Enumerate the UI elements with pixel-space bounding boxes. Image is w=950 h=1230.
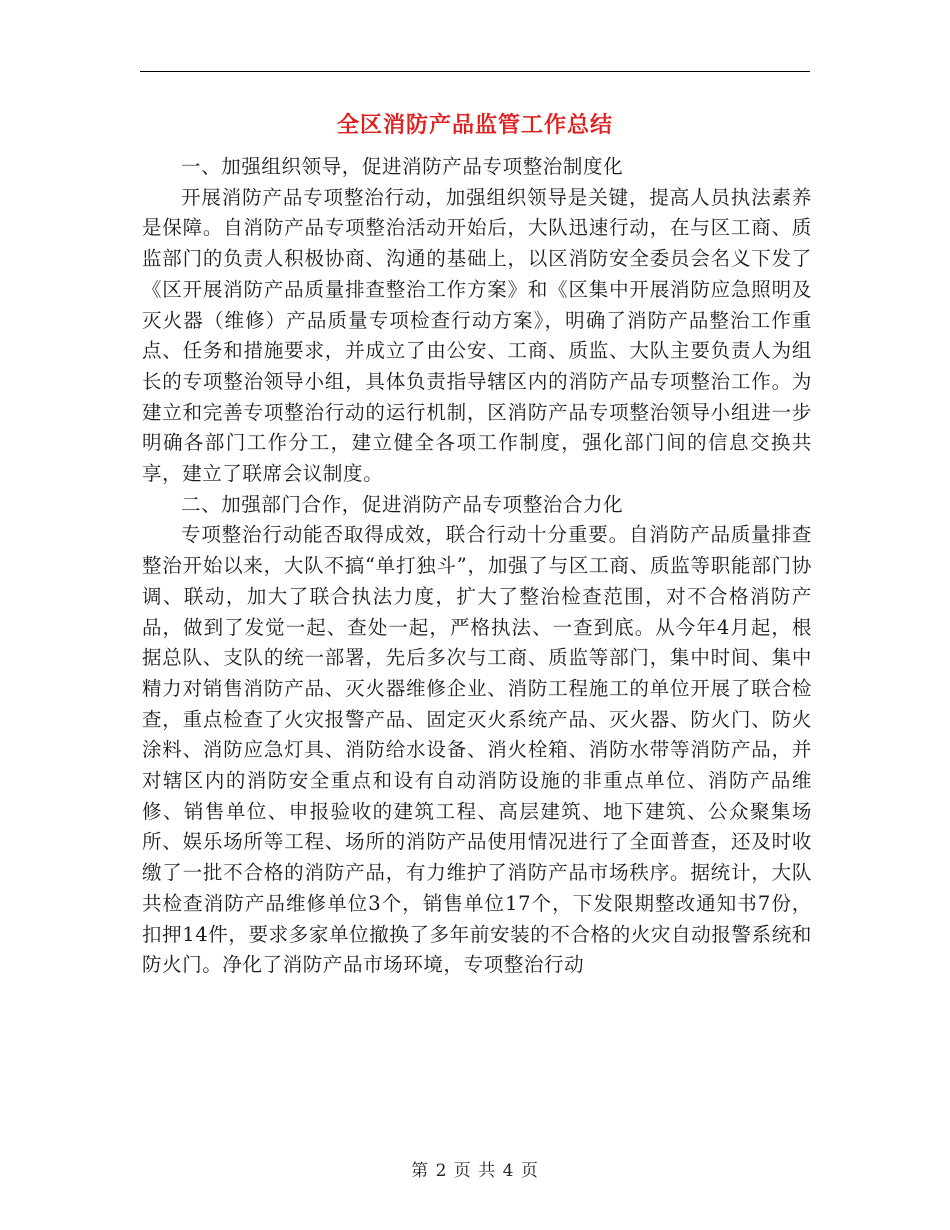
page-number: 第 2 页 共 4 页	[411, 1161, 539, 1181]
document-body	[142, 152, 812, 981]
section-2-paragraph: 专项整治行动能否取得成效，联合行动十分重要。自消防产品质量排查整治开始以来，大队不搞“单打独斗”，加强了与区工商、质监等职能部门协调、联动，加大了联合执法力度，扩大了整治检查范围，对不合格消防产品，做到了发觉一起、查处一起，严格执法、一查到底。从今年4月起，根据总队、支队的统一部署，先后多次与工商、质监等部门，集中时间、集中精力对销售消防产品、灭火器维修企业、消防工程施工的单位开展了联合检查，重点检查了火灾报警产品、固定灭火系统产品、灭火器、防火门、防火涂料、消防应急灯具、消防给水设备、消火栓箱、消防水带等消防产品，并对辖区内的消防安全重点和设有自动消防设施的非重点单位、消防产品维修、销售单位、申报验收的建筑工程、高层建筑、地下建筑、公众聚集场所、娱乐场所等工程、场所的消防产品使用情况进行了全面普查，还及时收缴了一批不合格的消防产品，有力维护了消防产品市场秩序。据统计，大队共检查消防产品维修单位3个，销售单位17个，下发限期整改通知书7份，扣押14件，要求多家单位撤换了多年前安装的不合格的火灾自动报警系统和防火门。净化了消防产品市场环境，专项整治行动	[142, 523, 812, 977]
header-rule	[140, 71, 810, 72]
section-1-paragraph: 开展消防产品专项整治行动，加强组织领导是关键，提高人员执法素养是保障。自消防产品专项整治活动开始后，大队迅速行动，在与区工商、质监部门的负责人积极协商、沟通的基础上，以区消防安全委员会名义下发了《区开展消防产品质量排查整治工作方案》和《区集中开展消防应急照明及灭火器（维修）产品质量专项检查行动方案》，明确了消防产品整治工作重点、任务和措施要求，并成立了由公安、工商、质监、大队主要负责人为组长的专项整治领导小组，具体负责指导辖区内的消防产品专项整治工作。为建立和完善专项整治行动的运行机制，区消防产品专项整治领导小组进一步明确各部门工作分工，建立健全各项工作制度，强化部门间的信息交换共享，建立了联席会议制度。	[142, 185, 812, 486]
section-2-heading: 二、加强部门合作，促进消防产品专项整治合力化	[181, 492, 624, 516]
document-title: 全区消防产品监管工作总结	[336, 112, 613, 138]
section-1-heading: 一、加强组织领导，促进消防产品专项整治制度化	[181, 155, 624, 178]
